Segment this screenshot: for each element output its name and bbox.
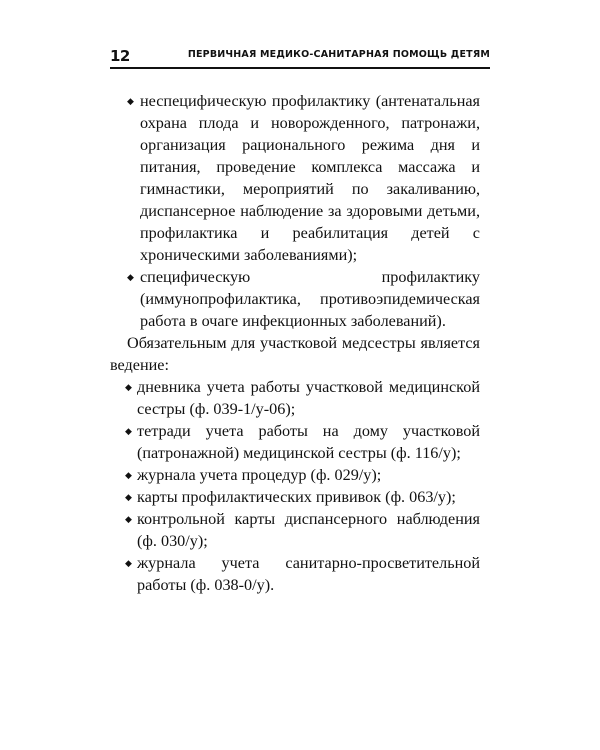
- list-item: ◆ карты профилактических прививок (ф. 063/у);: [110, 486, 480, 508]
- list-item: ◆ дневника учета работы участковой медицинской сестры (ф. 039-1/у-06);: [110, 376, 480, 420]
- list-item: ◆ неспецифическую профилактику (антенатальная охрана плода и новорожденного, патронажи, организация рационального режима дня и питания, проведение комплекса массажа и гимнастики, мероприятий по закаливанию, диспансерное наблюдение за здоровыми детьми, профилактика и реабилитация детей с хроническими заболеваниями);: [110, 90, 480, 266]
- running-title: ПЕРВИЧНАЯ МЕДИКО-САНИТАРНАЯ ПОМОЩЬ ДЕТЯМ: [187, 49, 490, 60]
- list-item: ◆ журнала учета процедур (ф. 029/у);: [110, 464, 480, 486]
- running-header: [110, 44, 490, 70]
- prevention-list: [110, 90, 480, 332]
- records-list: [110, 376, 480, 596]
- list-item: ◆ журнала учета санитарно-просветительной работы (ф. 038-0/у).: [110, 552, 480, 596]
- page-number: 12: [110, 47, 130, 65]
- list-item: ◆ специфическую профилактику (иммунопрофилактика, противоэпидемическая работа в очаге инфекционных заболеваний).: [110, 266, 480, 332]
- list-item: ◆ контрольной карты диспансерного наблюдения (ф. 030/у);: [110, 508, 480, 552]
- page-body: [110, 90, 480, 596]
- list-item: ◆ тетради учета работы на дому участковой (патронажной) медицинской сестры (ф. 116/у);: [110, 420, 480, 464]
- header-rule: [110, 67, 490, 69]
- intro-paragraph: Обязательным для участковой медсестры является ведение:: [110, 334, 480, 374]
